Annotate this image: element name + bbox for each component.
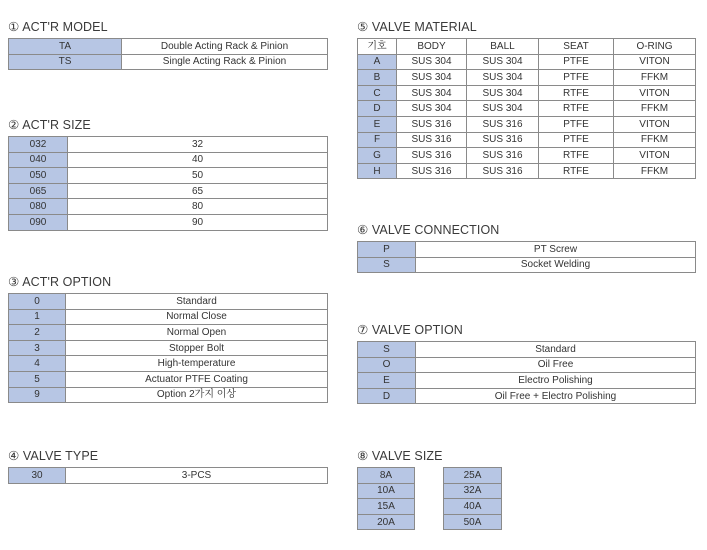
desc-cell: 90 [68,214,328,230]
code-cell: 040 [9,152,68,168]
table-row [9,39,328,55]
desc-cell: Normal Close [66,309,328,325]
valve-type-table [8,467,328,484]
code-cell: 080 [9,199,68,215]
desc-cell: Standard [66,294,328,310]
ball-cell: SUS 316 [467,116,539,132]
code-cell: E [358,373,416,389]
table-row [358,70,696,86]
oring-cell: FFKM [614,70,696,86]
code-cell: P [358,242,416,258]
code-cell: F [358,132,397,148]
actr-model-title: ① ACT'R MODEL [8,20,108,34]
actr-size-table [8,136,328,231]
valve-material-table [357,38,696,179]
actr-size-title: ② ACT'R SIZE [8,118,91,132]
size-cell: 8A [358,468,415,484]
valve-option-table [357,341,696,404]
table-row [358,163,696,179]
oring-cell: VITON [614,116,696,132]
size-cell: 40A [444,499,502,515]
code-cell: E [358,116,397,132]
actr-model-section [8,19,328,70]
body-cell: SUS 316 [397,132,467,148]
desc-cell: Oil Free + Electro Polishing [416,388,696,404]
ball-cell: SUS 304 [467,101,539,117]
valve-connection-section [357,222,696,273]
ball-cell: SUS 316 [467,148,539,164]
code-cell: D [358,388,416,404]
oring-cell: FFKM [614,132,696,148]
valve-size-table-right [443,467,502,530]
actr-option-section [8,274,328,403]
desc-cell: Oil Free [416,357,696,373]
table-header-row [358,39,696,55]
actr-model-table [8,38,328,70]
table-row [358,514,415,530]
table-row [9,168,328,184]
table-row [358,388,696,404]
code-cell: 9 [9,387,66,403]
size-cell: 25A [444,468,502,484]
table-row [9,468,328,484]
code-cell: G [358,148,397,164]
table-row [9,356,328,372]
table-row [9,294,328,310]
column-header: 기호 [358,39,397,55]
desc-cell: Normal Open [66,325,328,341]
table-row [9,54,328,70]
table-row [9,183,328,199]
code-cell: 0 [9,294,66,310]
valve-option-section [357,322,696,404]
body-cell: SUS 304 [397,70,467,86]
desc-cell: Socket Welding [416,257,696,273]
table-row [9,387,328,403]
desc-cell: Electro Polishing [416,373,696,389]
desc-cell: PT Screw [416,242,696,258]
table-row [358,257,696,273]
table-row [358,116,696,132]
table-row [358,357,696,373]
valve-connection-table [357,241,696,273]
size-cell: 15A [358,499,415,515]
seat-cell: PTFE [539,70,614,86]
ball-cell: SUS 304 [467,85,539,101]
code-cell: 065 [9,183,68,199]
body-cell: SUS 316 [397,116,467,132]
table-row [358,483,415,499]
code-cell: 5 [9,371,66,387]
size-cell: 20A [358,514,415,530]
table-row [9,152,328,168]
body-cell: SUS 304 [397,101,467,117]
actr-option-table [8,293,328,403]
desc-cell: 32 [68,137,328,153]
table-row [358,54,696,70]
table-row [444,468,502,484]
oring-cell: FFKM [614,163,696,179]
desc-cell: Double Acting Rack & Pinion [122,39,328,55]
size-cell: 32A [444,483,502,499]
table-row [358,148,696,164]
seat-cell: RTFE [539,163,614,179]
ball-cell: SUS 304 [467,54,539,70]
valve-size-table-left [357,467,415,530]
desc-cell: Single Acting Rack & Pinion [122,54,328,70]
table-row [9,137,328,153]
code-cell: 2 [9,325,66,341]
valve-type-section [8,448,328,484]
column-header: BODY [397,39,467,55]
body-cell: SUS 316 [397,163,467,179]
code-cell: S [358,342,416,358]
table-row [9,325,328,341]
code-cell: 090 [9,214,68,230]
code-cell: A [358,54,397,70]
body-cell: SUS 304 [397,54,467,70]
desc-cell: Stopper Bolt [66,340,328,356]
column-header: SEAT [539,39,614,55]
ball-cell: SUS 304 [467,70,539,86]
valve-material-section [357,19,696,179]
oring-cell: VITON [614,148,696,164]
desc-cell: 65 [68,183,328,199]
seat-cell: RTFE [539,101,614,117]
valve-material-title: ⑤ VALVE MATERIAL [357,20,477,34]
code-cell: H [358,163,397,179]
valve-size-section [357,448,557,538]
valve-connection-title: ⑥ VALVE CONNECTION [357,223,500,237]
code-cell: 1 [9,309,66,325]
code-cell: 032 [9,137,68,153]
table-row [358,468,415,484]
seat-cell: PTFE [539,116,614,132]
seat-cell: PTFE [539,132,614,148]
table-row [9,214,328,230]
desc-cell: 3-PCS [66,468,328,484]
table-row [444,483,502,499]
desc-cell: Actuator PTFE Coating [66,371,328,387]
size-cell: 10A [358,483,415,499]
body-cell: SUS 304 [397,85,467,101]
desc-cell: Standard [416,342,696,358]
desc-cell: Option 2가지 이상 [66,387,328,403]
table-row [358,101,696,117]
desc-cell: 40 [68,152,328,168]
valve-type-title: ④ VALVE TYPE [8,449,99,463]
oring-cell: FFKM [614,101,696,117]
code-cell: TS [9,54,122,70]
column-header: O-RING [614,39,696,55]
code-cell: 3 [9,340,66,356]
table-row [358,499,415,515]
code-cell: O [358,357,416,373]
oring-cell: VITON [614,54,696,70]
table-row [358,373,696,389]
size-cell: 50A [444,514,502,530]
valve-size-title: ⑧ VALVE SIZE [357,449,443,463]
table-row [9,340,328,356]
desc-cell: High-temperature [66,356,328,372]
body-cell: SUS 316 [397,148,467,164]
table-row [358,85,696,101]
table-row [358,132,696,148]
desc-cell: 50 [68,168,328,184]
seat-cell: RTFE [539,148,614,164]
actr-option-title: ③ ACT'R OPTION [8,275,112,289]
code-cell: B [358,70,397,86]
table-row [444,514,502,530]
ball-cell: SUS 316 [467,132,539,148]
ball-cell: SUS 316 [467,163,539,179]
valve-option-title: ⑦ VALVE OPTION [357,323,463,337]
code-cell: 050 [9,168,68,184]
desc-cell: 80 [68,199,328,215]
seat-cell: PTFE [539,54,614,70]
actr-size-section [8,117,328,231]
code-cell: 30 [9,468,66,484]
code-cell: S [358,257,416,273]
table-row [358,242,696,258]
table-row [9,199,328,215]
oring-cell: VITON [614,85,696,101]
code-cell: TA [9,39,122,55]
code-cell: D [358,101,397,117]
column-header: BALL [467,39,539,55]
seat-cell: RTFE [539,85,614,101]
code-cell: 4 [9,356,66,372]
table-row [358,342,696,358]
table-row [9,309,328,325]
table-row [444,499,502,515]
table-row [9,371,328,387]
code-cell: C [358,85,397,101]
